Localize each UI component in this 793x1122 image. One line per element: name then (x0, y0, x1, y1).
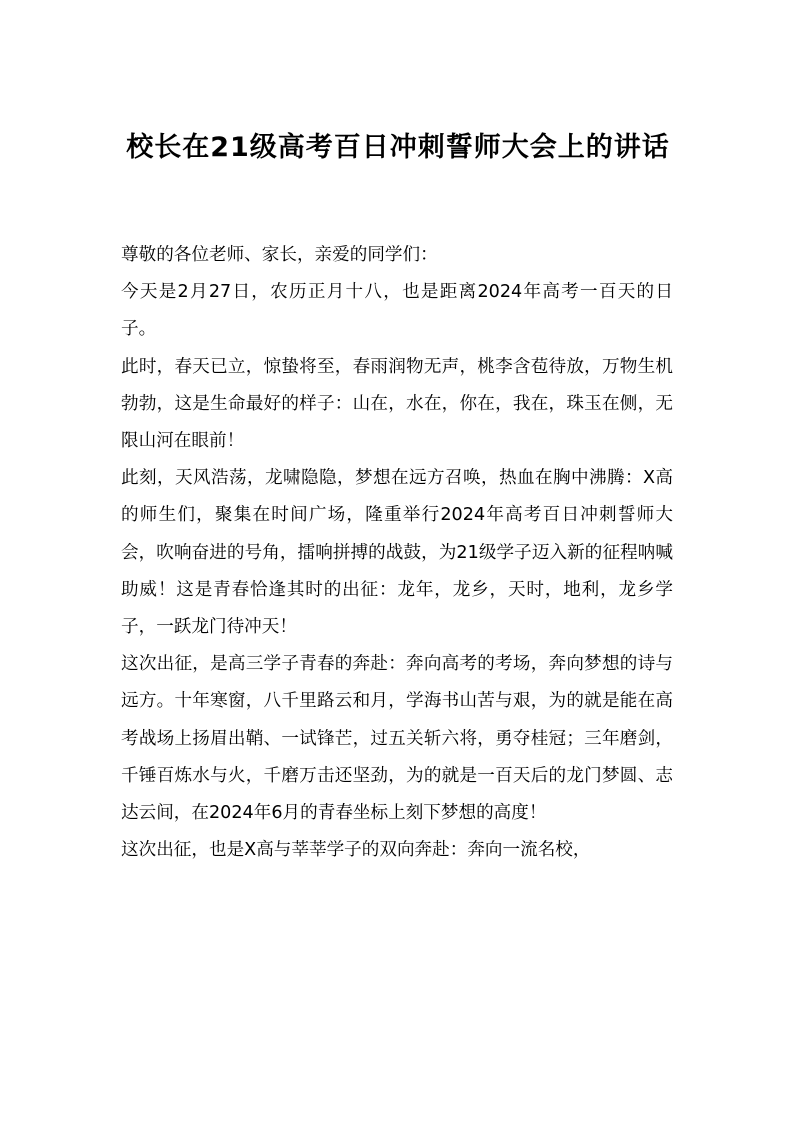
document-title: 校长在21级高考百日冲刺誓师大会上的讲话 (126, 132, 670, 163)
paragraph-journey: 这次出征，是高三学子青春的奔赴：奔向高考的考场，奔向梦想的诗与远方。十年寒窗，八千里路云和月，学海书山苦与艰，为的就是能在高考战场上扬眉出鞘、一试锋芒，过五关斩六将，勇夺桂冠；三年磨剑，千锤百炼水与火，千磨万击还坚劲，为的就是一百天后的龙门梦圆、志达云间，在2024年6月的青春坐标上刻下梦想的高度！ (121, 654, 673, 824)
paragraph-date: 今天是2月27日，农历正月十八，也是距离2024年高考一百天的日子。 (121, 282, 673, 340)
paragraph-ceremony: 此刻，天风浩荡，龙啸隐隐，梦想在远方召唤，热血在胸中沸腾：X高的师生们，聚集在时间广场，隆重举行2024年高考百日冲刺誓师大会，吹响奋进的号角，擂响拼搏的战鼓，为21级学子迈入新的征程呐喊助威！这是青春恰逢其时的出征：龙年，龙乡，天时，地利，龙乡学子，一跃龙门待冲天！ (121, 468, 673, 638)
document-body (121, 237, 673, 869)
paragraph-spring: 此时，春天已立，惊蛰将至，春雨润物无声，桃李含苞待放，万物生机勃勃，这是生命最好的样子：山在，水在，你在，我在，珠玉在侧，无限山河在眼前！ (121, 356, 673, 452)
paragraph-salutation: 尊敬的各位老师、家长，亲爱的同学们： (121, 245, 438, 265)
paragraph-two-way: 这次出征，也是X高与莘莘学子的双向奔赴：奔向一流名校， (121, 840, 591, 861)
